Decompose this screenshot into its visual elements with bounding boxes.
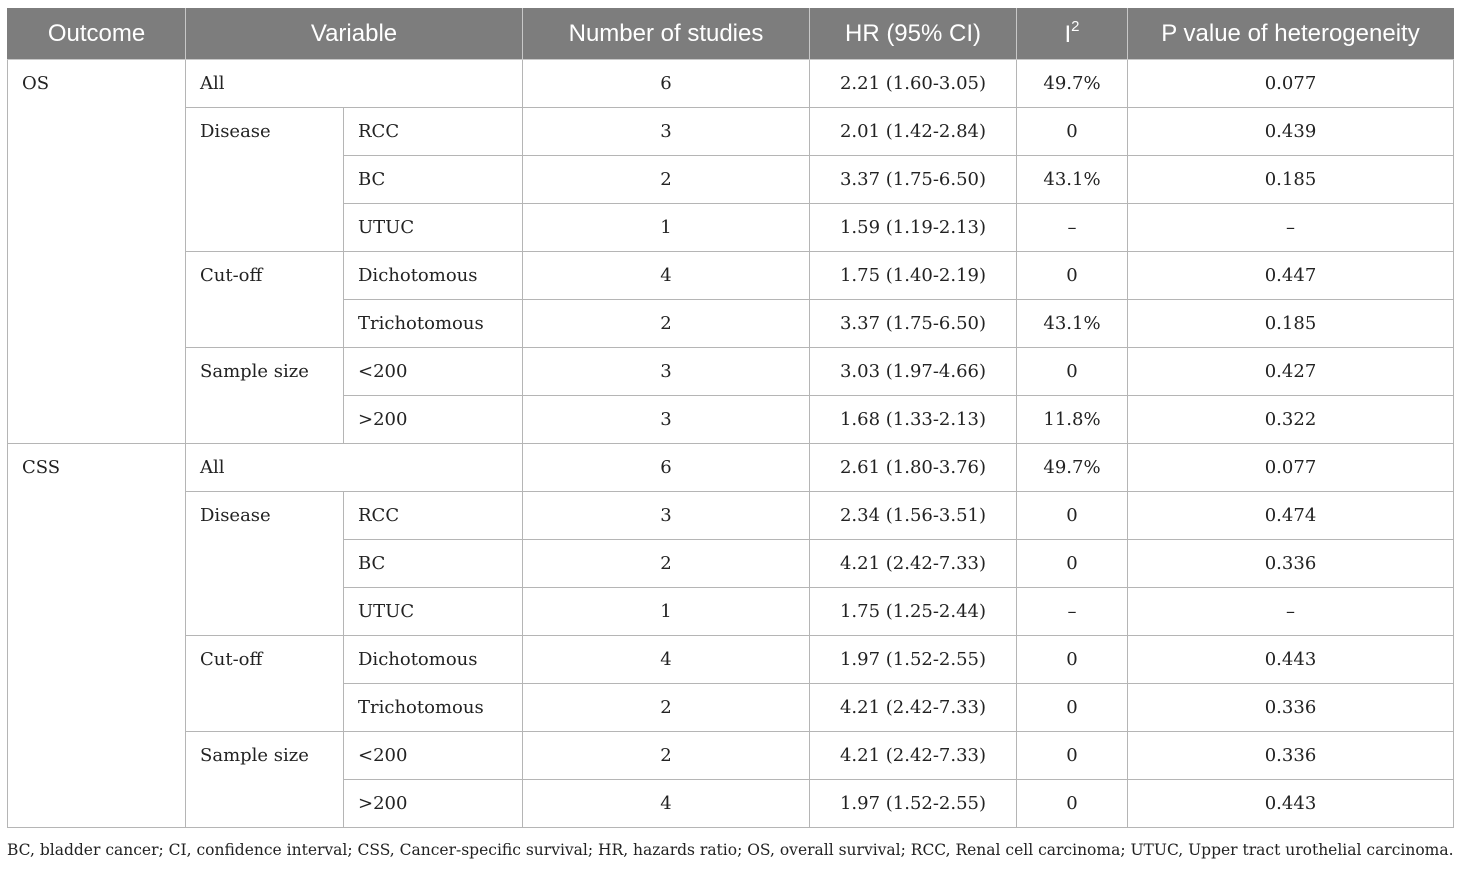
header-outcome: Outcome xyxy=(8,9,186,60)
studies-cell: 6 xyxy=(523,444,810,492)
hr-cell: 1.68 (1.33-2.13) xyxy=(810,396,1017,444)
hr-cell: 1.97 (1.52-2.55) xyxy=(810,636,1017,684)
i2-cell: 0 xyxy=(1017,492,1128,540)
studies-cell: 6 xyxy=(523,60,810,108)
table-row xyxy=(8,732,1454,780)
hr-cell: 4.21 (2.42-7.33) xyxy=(810,684,1017,732)
hr-cell: 1.75 (1.25-2.44) xyxy=(810,588,1017,636)
studies-cell: 4 xyxy=(523,780,810,828)
hr-cell: 2.34 (1.56-3.51) xyxy=(810,492,1017,540)
i2-cell: 0 xyxy=(1017,348,1128,396)
subgroup-cell: Trichotomous xyxy=(344,684,523,732)
p-cell: 0.427 xyxy=(1128,348,1454,396)
subgroup-cell: UTUC xyxy=(344,588,523,636)
hr-cell: 3.37 (1.75-6.50) xyxy=(810,300,1017,348)
subgroup-cell: RCC xyxy=(344,108,523,156)
hr-cell: 2.01 (1.42-2.84) xyxy=(810,108,1017,156)
p-cell: 0.336 xyxy=(1128,732,1454,780)
table-row xyxy=(8,60,1454,108)
header-p-value: P value of heterogeneity xyxy=(1128,9,1454,60)
i2-cell: 0 xyxy=(1017,684,1128,732)
header-number-of-studies: Number of studies xyxy=(523,9,810,60)
studies-cell: 2 xyxy=(523,156,810,204)
hr-cell: 3.37 (1.75-6.50) xyxy=(810,156,1017,204)
studies-cell: 3 xyxy=(523,108,810,156)
p-cell: 0.336 xyxy=(1128,540,1454,588)
variable-disease: Disease xyxy=(186,108,344,252)
i2-cell: 43.1% xyxy=(1017,156,1128,204)
table-row xyxy=(8,636,1454,684)
studies-cell: 2 xyxy=(523,684,810,732)
hr-cell: 4.21 (2.42-7.33) xyxy=(810,540,1017,588)
variable-all: All xyxy=(186,60,523,108)
i2-cell: 0 xyxy=(1017,780,1128,828)
studies-cell: 2 xyxy=(523,732,810,780)
header-i2-sup: 2 xyxy=(1071,17,1080,35)
table-row xyxy=(8,492,1454,540)
studies-cell: 3 xyxy=(523,348,810,396)
hr-cell: 2.61 (1.80-3.76) xyxy=(810,444,1017,492)
subgroup-cell: BC xyxy=(344,156,523,204)
p-cell: 0.336 xyxy=(1128,684,1454,732)
p-cell: 0.443 xyxy=(1128,780,1454,828)
p-cell: 0.447 xyxy=(1128,252,1454,300)
i2-cell: – xyxy=(1017,588,1128,636)
p-cell: 0.185 xyxy=(1128,300,1454,348)
subgroup-cell: Dichotomous xyxy=(344,252,523,300)
hr-cell: 2.21 (1.60-3.05) xyxy=(810,60,1017,108)
header-variable: Variable xyxy=(186,9,523,60)
p-cell: – xyxy=(1128,204,1454,252)
p-cell: 0.185 xyxy=(1128,156,1454,204)
table-row xyxy=(8,108,1454,156)
p-cell: 0.439 xyxy=(1128,108,1454,156)
i2-cell: 49.7% xyxy=(1017,60,1128,108)
header-row xyxy=(8,9,1454,60)
subgroup-cell: <200 xyxy=(344,348,523,396)
outcome-cell-os: OS xyxy=(8,60,186,444)
subgroup-cell: RCC xyxy=(344,492,523,540)
variable-all: All xyxy=(186,444,523,492)
subgroup-cell: Dichotomous xyxy=(344,636,523,684)
i2-cell: 0 xyxy=(1017,108,1128,156)
i2-cell: 0 xyxy=(1017,732,1128,780)
studies-cell: 4 xyxy=(523,252,810,300)
p-cell: 0.443 xyxy=(1128,636,1454,684)
subgroup-cell: >200 xyxy=(344,396,523,444)
studies-cell: 3 xyxy=(523,492,810,540)
p-cell: 0.322 xyxy=(1128,396,1454,444)
header-hr: HR (95% CI) xyxy=(810,9,1017,60)
variable-sample-size: Sample size xyxy=(186,732,344,828)
i2-cell: 49.7% xyxy=(1017,444,1128,492)
subgroup-cell: >200 xyxy=(344,780,523,828)
results-table xyxy=(7,8,1454,828)
table-row xyxy=(8,252,1454,300)
studies-cell: 2 xyxy=(523,540,810,588)
table-row xyxy=(8,444,1454,492)
studies-cell: 1 xyxy=(523,204,810,252)
i2-cell: 0 xyxy=(1017,540,1128,588)
variable-disease: Disease xyxy=(186,492,344,636)
studies-cell: 2 xyxy=(523,300,810,348)
table-footnote: BC, bladder cancer; CI, confidence interval; CSS, Cancer-specific survival; HR, hazards ratio; OS, overall survival; RCC, Renal cell carcinoma; UTUC, Upper tract urothelial carcinoma. xyxy=(7,841,1454,859)
subgroup-cell: <200 xyxy=(344,732,523,780)
p-cell: 0.077 xyxy=(1128,60,1454,108)
subgroup-cell: BC xyxy=(344,540,523,588)
studies-cell: 1 xyxy=(523,588,810,636)
header-i2-text: I xyxy=(1064,20,1072,48)
table-row xyxy=(8,348,1454,396)
p-cell: 0.474 xyxy=(1128,492,1454,540)
i2-cell: 43.1% xyxy=(1017,300,1128,348)
hr-cell: 1.75 (1.40-2.19) xyxy=(810,252,1017,300)
hr-cell: 1.97 (1.52-2.55) xyxy=(810,780,1017,828)
variable-cutoff: Cut-off xyxy=(186,636,344,732)
variable-sample-size: Sample size xyxy=(186,348,344,444)
i2-cell: 0 xyxy=(1017,636,1128,684)
studies-cell: 4 xyxy=(523,636,810,684)
p-cell: – xyxy=(1128,588,1454,636)
hr-cell: 4.21 (2.42-7.33) xyxy=(810,732,1017,780)
subgroup-cell: Trichotomous xyxy=(344,300,523,348)
studies-cell: 3 xyxy=(523,396,810,444)
header-i2 xyxy=(1017,9,1128,60)
i2-cell: – xyxy=(1017,204,1128,252)
subgroup-cell: UTUC xyxy=(344,204,523,252)
outcome-cell-css: CSS xyxy=(8,444,186,828)
i2-cell: 11.8% xyxy=(1017,396,1128,444)
hr-cell: 3.03 (1.97-4.66) xyxy=(810,348,1017,396)
i2-cell: 0 xyxy=(1017,252,1128,300)
hr-cell: 1.59 (1.19-2.13) xyxy=(810,204,1017,252)
p-cell: 0.077 xyxy=(1128,444,1454,492)
variable-cutoff: Cut-off xyxy=(186,252,344,348)
